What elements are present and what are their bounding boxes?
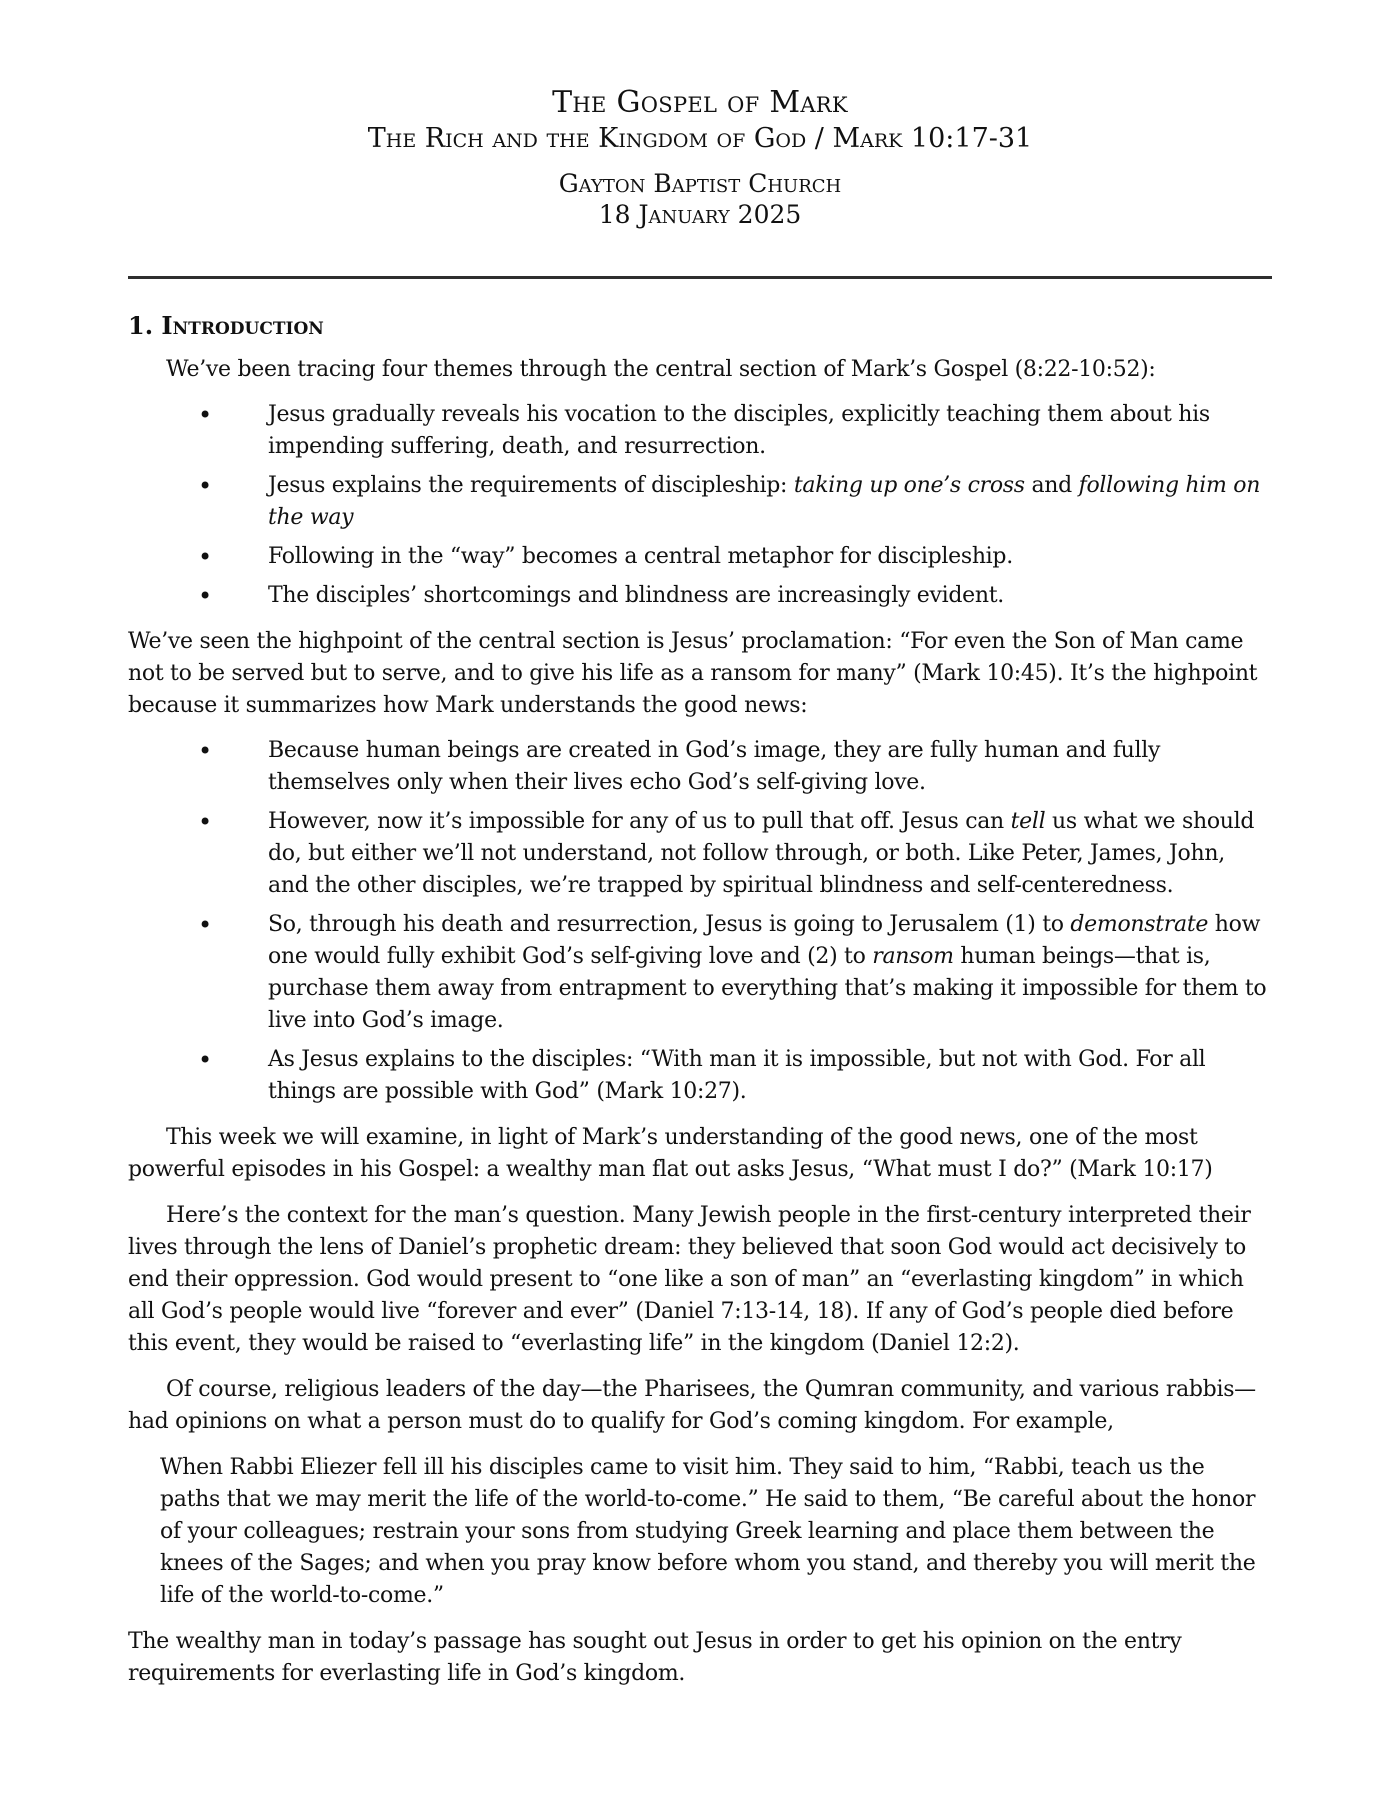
document-date: 18 January 2025 <box>598 200 802 229</box>
bullet-item: • Jesus gradually reveals his vocation to the disciples, explicitly teaching them about his impending suffering, death, and resurrection. <box>128 399 1272 463</box>
document-header <box>128 86 1272 229</box>
paragraph-this-week: This week we will examine, in light of Mark’s understanding of the good news, one of the most powerful episodes in his Gospel: a wealthy man flat out asks Jesus, “What must I do?” (Mark 10:17) <box>128 1125 1213 1182</box>
paragraph-context: Here’s the context for the man’s question. Many Jewish people in the first-century interpreted their lives through the lens of Daniel’s prophetic dream: they believed that soon God would act decisively to end their oppression. God would present to “one like a son of man” an “everlasting kingdom” in which all God’s people would live “forever and ever” (Daniel 7:13-14, 18). If any of God’s people died before this event, they would be raised to “everlasting life” in the kingdom (Daniel 12:2). <box>128 1203 1251 1356</box>
bullet-item: • As Jesus explains to the disciples: “With man it is impossible, but not with God. For all things are possible with God” (Mark 10:27). <box>128 1044 1272 1108</box>
document-title: The Gospel of Mark <box>552 85 848 120</box>
document-body <box>128 312 1272 1690</box>
horizontal-rule <box>128 276 1272 279</box>
paragraph-wealthy-man: The wealthy man in today’s passage has sought out Jesus in order to get his opinion on the entry requirements for everlasting life in God’s kingdom. <box>128 1629 1182 1686</box>
bullet-item: • The disciples’ shortcomings and blindness are increasingly evident. <box>128 580 1272 612</box>
bullet-item: • Following in the “way” becomes a central metaphor for discipleship. <box>128 541 1272 573</box>
section-heading-introduction: 1. Introduction <box>128 311 324 340</box>
bullet-item: • However, now it’s impossible for any of us to pull that off. Jesus can tell us what we should do, but either we’ll not understand, not follow through, or both. Like Peter, James, John, and the other disciples, we’re trapped by spiritual blindness and self-centeredness. <box>128 806 1272 902</box>
good-news-bullet-list <box>128 735 1272 1108</box>
themes-bullet-list <box>128 399 1272 612</box>
bullet-item: • So, through his death and resurrection, Jesus is going to Jerusalem (1) to demonstrate how one would fully exhibit God’s self-giving love and (2) to ransom human beings—that is, purchase them away from entrapment to everything that’s making it impossible for them to live into God’s image. <box>128 909 1272 1037</box>
paragraph-highpoint: We’ve seen the highpoint of the central section is Jesus’ proclamation: “For even the Son of Man came not to be served but to serve, and to give his life as a ransom for many” (Mark 10:45). It’s the highpoint because it summarizes how Mark understands the good news: <box>128 629 1258 718</box>
paragraph-religious-leaders: Of course, religious leaders of the day—the Pharisees, the Qumran community, and various rabbis—had opinions on what a person must do to qualify for God’s coming kingdom. For example, <box>128 1377 1256 1434</box>
document-subtitle: The Rich and the Kingdom of God / Mark 10:17-31 <box>367 123 1033 154</box>
church-name: Gayton Baptist Church <box>558 169 842 198</box>
bullet-item: • Because human beings are created in God’s image, they are fully human and fully themselves only when their lives echo God’s self-giving love. <box>128 735 1272 799</box>
bullet-item: • Jesus explains the requirements of discipleship: taking up one’s cross and following him on the way <box>128 470 1272 534</box>
rabbi-eliezer-quote: When Rabbi Eliezer fell ill his disciples came to visit him. They said to him, “Rabbi, teach us the paths that we may merit the life of the world-to-come.” He said to them, “Be careful about the honor of your colleagues; restrain your sons from studying Greek learning and place them between the knees of the Sages; and when you pray know before whom you stand, and thereby you will merit the life of the world-to-come.” <box>160 1455 1256 1608</box>
paragraph-four-themes: We’ve been tracing four themes through the central section of Mark’s Gospel (8:22-10:52): <box>166 357 1156 382</box>
